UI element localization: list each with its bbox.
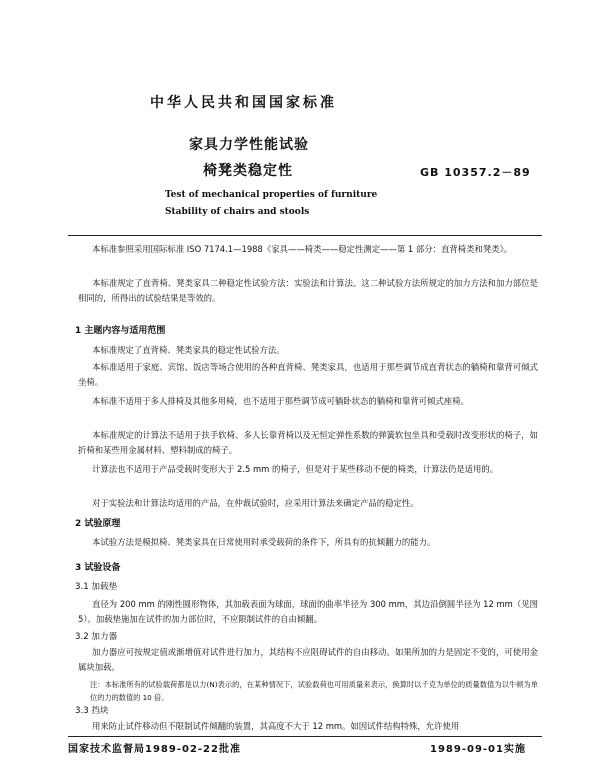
document-title-line1: 家具力学性能试验 [189, 137, 309, 153]
section-2-heading: 2 试验原理 [75, 519, 121, 529]
subsection-3-3-paragraph: 用来防止试件移动但不限制试件倾翻的装置，其高度不大于 12 mm。如因试件结构特殊，允许使用 [92, 721, 460, 731]
section-1-paragraph-1: 本标准规定了直背椅、凳类家具的稳定性试验方法。 [92, 345, 285, 355]
intro-paragraph-1: 本标准参照采用国际标准 ISO 7174.1—1988《家具——椅类——稳定性测定——第 1 部分：直背椅类和凳类》。 [92, 244, 513, 254]
subsection-3-2-note: 注：本标准所有的试验载荷都是以力(N)表示的，在某种情况下，试验载荷也可用质量来表示，换算时以千克为单位的质量数值为以牛顿为单位的力的数值的 10 倍。 [90, 680, 538, 702]
section-1-paragraph-4: 本标准规定的计算法不适用于扶手软椅、多人长靠背椅以及无恒定弹性系数的弹簧软包坐具和受载时改变形状的椅子，如折椅和某些用金属材料、塑料制成的椅子。 [78, 430, 538, 455]
subsection-3-1-heading: 3.1 加载垫 [75, 582, 118, 592]
section-2-paragraph-1: 本试验方法是模拟椅、凳类家具在日常使用时承受载荷的条件下，所具有的抗倾翻力的能力。 [92, 537, 436, 547]
english-title-line1: Test of mechanical properties of furniture [165, 190, 378, 200]
header-divider [68, 235, 542, 236]
section-3-heading: 3 试验设备 [75, 563, 121, 573]
footer-divider [68, 736, 542, 737]
subsection-3-3-heading: 3.3 挡块 [75, 706, 109, 716]
implementation-date: 1989-09-01实施 [430, 744, 526, 755]
document-title-line2: 椅凳类稳定性 [203, 163, 293, 179]
national-standard-heading: 中华人民共和国国家标准 [150, 95, 337, 111]
section-1-paragraph-2: 本标准适用于家庭、宾馆、饭店等场合使用的各种直背椅、凳类家具，也适用于那些调节成直背状态的躺椅和靠背可倾式坐椅。 [78, 362, 538, 387]
section-1-paragraph-6: 对于实验法和计算法均适用的产品，在仲裁试验时，应采用计算法来确定产品的稳定性。 [92, 498, 419, 508]
section-1-heading: 1 主题内容与适用范围 [75, 326, 166, 336]
intro-paragraph-2: 本标准规定了直背椅、凳类家具二种稳定性试验方法：实验法和计算法。这二种试验方法所规定的加力方法和加力部位是相同的，所得出的试验结果是等效的。 [78, 278, 538, 303]
subsection-3-2-heading: 3.2 加力器 [75, 632, 118, 642]
section-1-paragraph-3: 本标准不适用于多人排椅及其他多用椅，也不适用于那些调节成可躺卧状态的躺椅和靠背可倾式座椅。 [92, 396, 469, 406]
subsection-3-1-paragraph: 直径为 200 mm 的刚性圆形物体，其加载表面为球面，球面的曲率半径为 300 mm，其边沿倒圆半径为 12 mm（见图 5）。加载垫施加在试件的加力部位时，不应限制试件的自由倾翻。 [78, 599, 538, 624]
english-title-line2: Stability of chairs and stools [165, 207, 310, 217]
subsection-3-2-paragraph: 加力器应可按规定值或渐增值对试件进行加力，其结构不应阻碍试件的自由移动。如果所加的力是固定不变的，可使用金属块加载。 [78, 647, 538, 672]
standard-code: GB 10357.2－89 [420, 166, 531, 179]
approval-date: 国家技术监督局1989-02-22批准 [68, 744, 241, 755]
section-1-paragraph-5: 计算法也不适用于产品受载时变形大于 2.5 mm 的椅子，但是对于某些移动不便的椅类，计算法仍是适用的。 [92, 464, 499, 474]
